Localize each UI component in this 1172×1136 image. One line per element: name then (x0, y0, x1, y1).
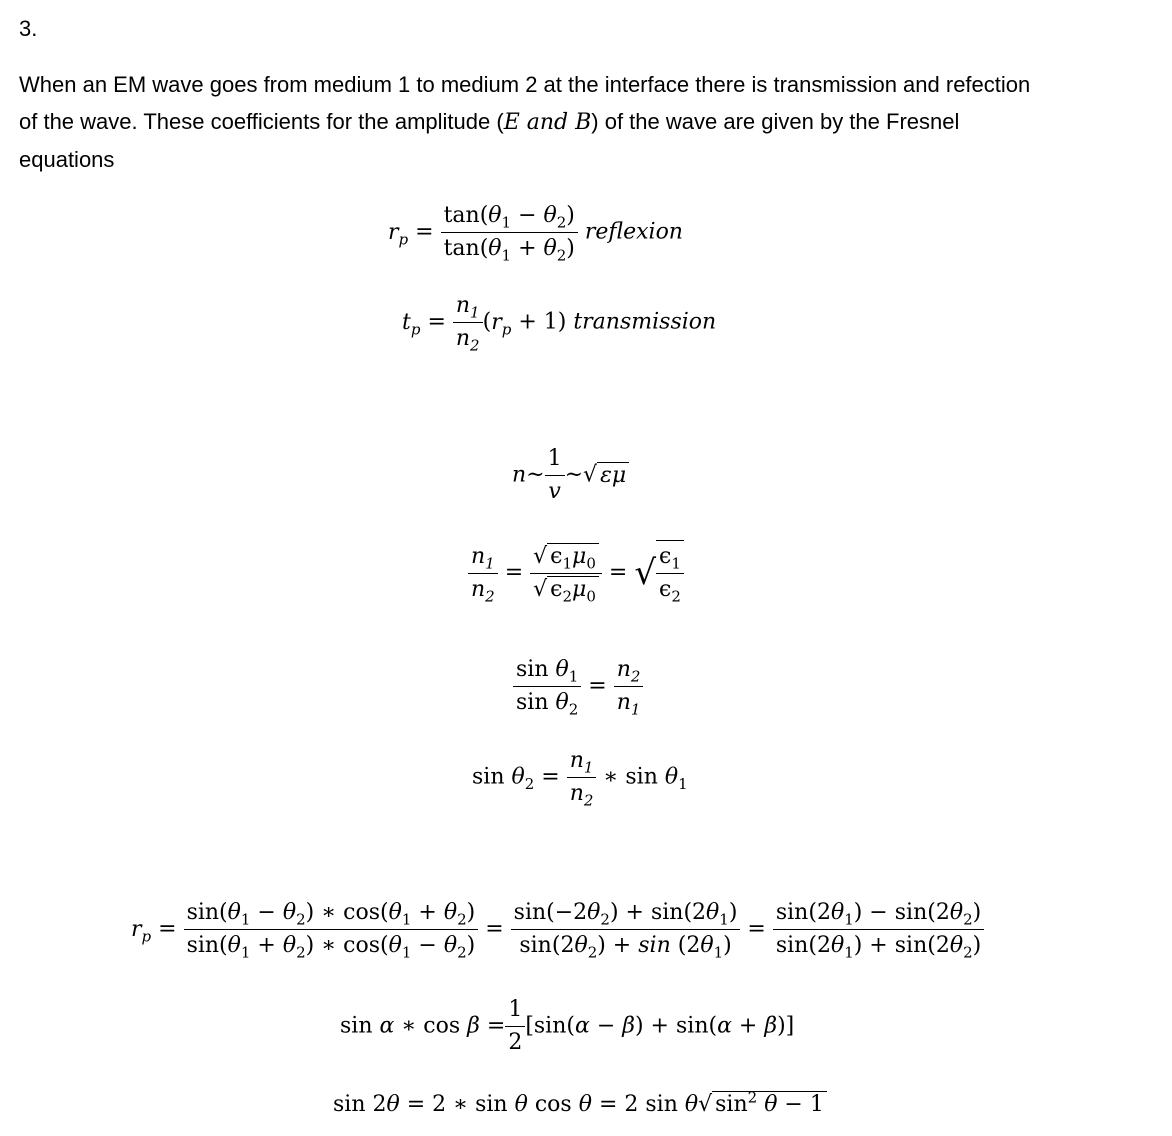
equation-rp-expanded: $r_p$ = $\frac{\sin(\theta_1 - \theta_2) ∗ \cos(\theta_1 + \theta_2)}{\sin(\theta_1 + \theta_2) ∗ \cos(\theta_1 - \theta_2)}$ = $\frac{\sin(-2\theta_2) + \sin(2\theta_1)}{\sin(2\theta_2) + \sin (2\theta_1)}$ = $\frac{\sin(2\theta_1) - \sin(2\theta_2)}{\sin(2\theta_1) + \sin(2\theta_2)}$ (131, 897, 984, 962)
equation-index-ratio: $\frac{n_1}{n_2}$ = $\frac{√ \epsilon_1\mu_0}{√ \epsilon_2\mu_0}$ = √ $\frac{\epsilon_1}{\epsilon_2}$ (468, 540, 684, 606)
equation-n-proportional: n~ $\frac{1}{v}$ ~√ εμ (512, 443, 629, 508)
equation-product-to-sum: sin α ∗ cos β = $\frac{1}{2}$ [sin(α − β) + sin(α + β)] (340, 994, 794, 1059)
intro-line-3: equations (19, 147, 115, 172)
equation-double-angle: sin 2θ = 2 ∗ sin θ cos θ = 2 sin θ√ $\sin^2 \theta - 1$ (333, 1092, 827, 1117)
intro-line-1: When an EM wave goes from medium 1 to medium 2 at the interface there is transmission and refection (19, 72, 1031, 97)
transmission-label: transmission (573, 309, 717, 335)
intro-math-e-and-b: E and B (503, 110, 592, 135)
intro-paragraph (19, 66, 1030, 178)
equation-snell-ratio: $\frac{\sin \theta_1}{\sin \theta_2}$ = $\frac{n_2}{n_1}$ (513, 654, 643, 719)
equation-rp-reflexion: $r_p$ = $\frac{\tan(\theta_1 - \theta_2)}{\tan(\theta_1 + \theta_2)}$ reflexion (388, 200, 683, 265)
problem-number: 3. (19, 16, 38, 41)
equation-tp-transmission: $t_p$ = $\frac{n_1}{n_2}$ $(r_p + 1)$ transmission (402, 290, 716, 355)
reflexion-label: reflexion (584, 219, 683, 245)
equation-sin-theta2: $\sin \theta_2$ = $\frac{n_1}{n_2}$ ∗ $\sin \theta_1$ (472, 745, 688, 810)
intro-line-2: of the wave. These coefficients for the amplitude (E and B) of the wave are given by the Fresnel (19, 109, 960, 135)
